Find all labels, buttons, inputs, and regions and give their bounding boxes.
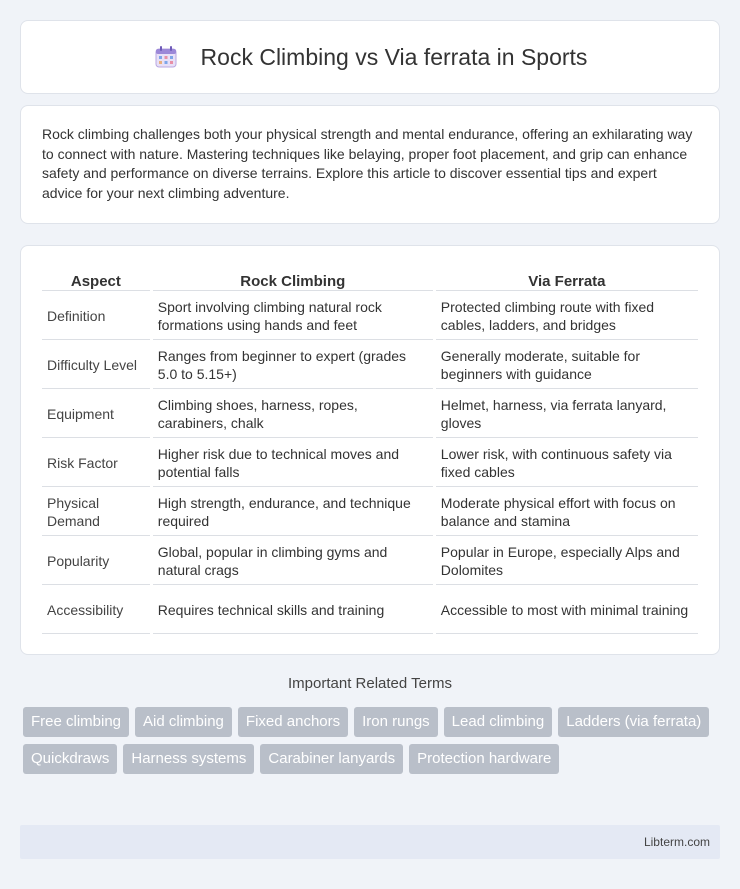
comparison-table: [39, 264, 701, 636]
table-row: [42, 391, 698, 438]
related-terms-title: Important Related Terms: [288, 675, 452, 692]
title-card: [20, 20, 720, 94]
related-term-tag[interactable]: Fixed anchors: [238, 707, 348, 737]
page-title: [153, 44, 588, 71]
related-term-tag[interactable]: Aid climbing: [135, 707, 232, 737]
comparison-card: [20, 245, 720, 655]
rock-climbing-cell: High strength, endurance, and technique required: [153, 489, 433, 536]
aspect-cell: Equipment: [42, 391, 150, 438]
intro-text: Rock climbing challenges both your physical strength and mental endurance, offering an exhilarating way to connect with nature. Mastering techniques like belaying, proper foot placement, and grip can enhance safety and performance on diverse terrains. Explore this article to discover essential tips and expert advice for your next climbing adventure.: [42, 126, 693, 201]
table-header-row: [42, 266, 698, 291]
header-aspect: Aspect: [42, 266, 150, 291]
rock-climbing-cell: Requires technical skills and training: [153, 587, 433, 634]
via-ferrata-cell: Accessible to most with minimal training: [436, 587, 698, 634]
aspect-cell: Accessibility: [42, 587, 150, 634]
related-term-tag[interactable]: Carabiner lanyards: [260, 744, 403, 774]
related-term-tag[interactable]: Lead climbing: [444, 707, 553, 737]
related-term-tag[interactable]: Iron rungs: [354, 707, 438, 737]
rock-climbing-cell: Climbing shoes, harness, ropes, carabiners, chalk: [153, 391, 433, 438]
via-ferrata-cell: Popular in Europe, especially Alps and Dolomites: [436, 538, 698, 585]
via-ferrata-cell: Moderate physical effort with focus on balance and stamina: [436, 489, 698, 536]
header-rock-climbing: Rock Climbing: [153, 266, 433, 291]
related-term-tag[interactable]: Quickdraws: [23, 744, 117, 774]
via-ferrata-cell: Protected climbing route with fixed cables, ladders, and bridges: [436, 293, 698, 340]
footer: [20, 825, 720, 859]
table-row: [42, 342, 698, 389]
rock-climbing-cell: Global, popular in climbing gyms and natural crags: [153, 538, 433, 585]
title-text: Rock Climbing vs Via ferrata in Sports: [200, 43, 588, 70]
rock-climbing-cell: Higher risk due to technical moves and potential falls: [153, 440, 433, 487]
aspect-cell: Definition: [42, 293, 150, 340]
via-ferrata-cell: Generally moderate, suitable for beginners with guidance: [436, 342, 698, 389]
calendar-icon: [153, 44, 179, 70]
rock-climbing-cell: Ranges from beginner to expert (grades 5.0 to 5.15+): [153, 342, 433, 389]
related-term-tag[interactable]: Harness systems: [123, 744, 254, 774]
related-term-tag[interactable]: Free climbing: [23, 707, 129, 737]
aspect-cell: Popularity: [42, 538, 150, 585]
related-terms-list: [23, 707, 723, 774]
table-row: [42, 538, 698, 585]
via-ferrata-cell: Helmet, harness, via ferrata lanyard, gloves: [436, 391, 698, 438]
related-term-tag[interactable]: Ladders (via ferrata): [558, 707, 709, 737]
intro-card: [20, 105, 720, 224]
via-ferrata-cell: Lower risk, with continuous safety via fixed cables: [436, 440, 698, 487]
related-term-tag[interactable]: Protection hardware: [409, 744, 559, 774]
table-row: [42, 440, 698, 487]
rock-climbing-cell: Sport involving climbing natural rock formations using hands and feet: [153, 293, 433, 340]
table-row: [42, 293, 698, 340]
header-via-ferrata: Via Ferrata: [436, 266, 698, 291]
aspect-cell: Difficulty Level: [42, 342, 150, 389]
footer-site-link[interactable]: Libterm.com: [643, 835, 710, 849]
table-row: [42, 587, 698, 634]
table-row: [42, 489, 698, 536]
aspect-cell: Risk Factor: [42, 440, 150, 487]
aspect-cell: Physical Demand: [42, 489, 150, 536]
